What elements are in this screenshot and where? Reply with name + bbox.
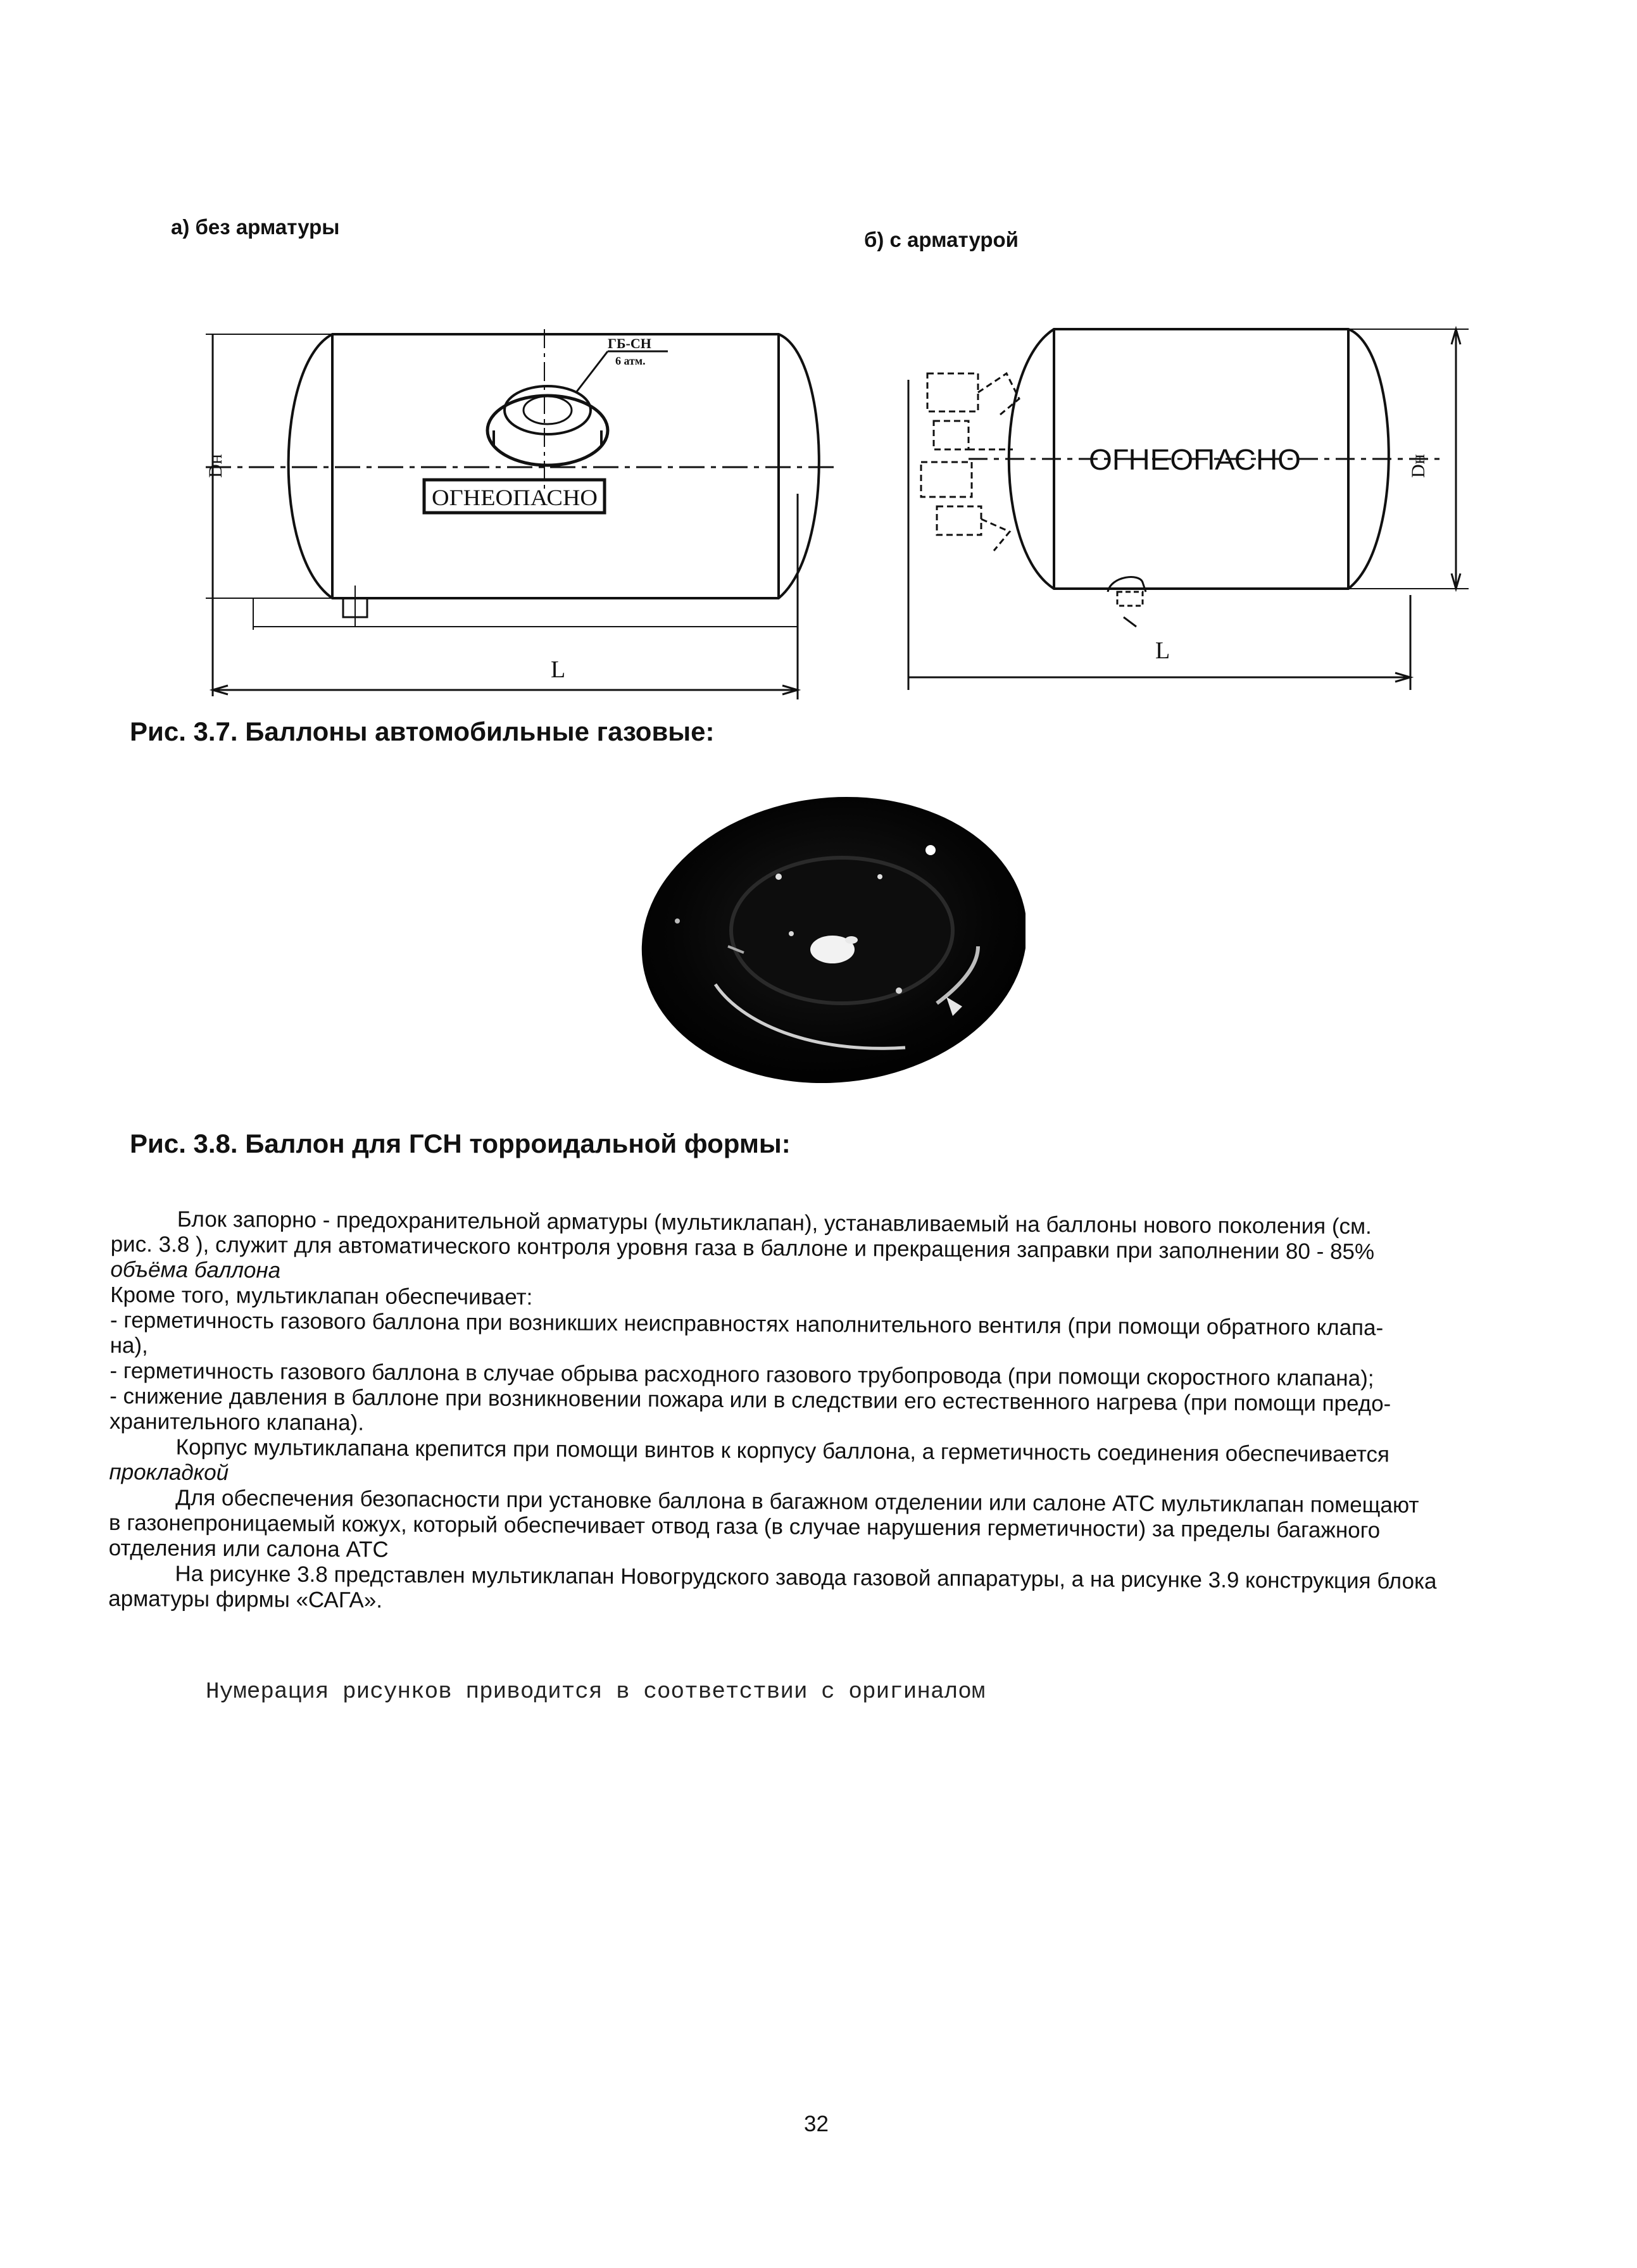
toroidal-cylinder-photo bbox=[633, 794, 1025, 1092]
paragraph-5-line-2: арматуры фирмы «САГА». bbox=[108, 1586, 383, 1613]
paragraph-2-line-4: - герметичность газового баллона в случае обрыва расходного газового трубопровода (при помощи скоростного клапана); bbox=[110, 1358, 1374, 1391]
valve-tag-line1: ГБ-СН bbox=[608, 335, 651, 351]
page-number: 32 bbox=[804, 2112, 829, 2136]
cylinder-drawing-a bbox=[190, 304, 855, 709]
paragraph-2-line-1: Кроме того, мультиклапан обеспечивает: bbox=[110, 1282, 533, 1310]
paragraph-1-line-1: Блок запорно - предохранительной арматуры (мультиклапан), устанавливаемый на баллоны нового поколения (см. bbox=[177, 1206, 1372, 1239]
paragraph-4-line-3: отделения или салона АТС bbox=[108, 1535, 389, 1562]
paragraph-2-line-3: на), bbox=[110, 1332, 148, 1358]
paragraph-2-line-6: хранительного клапана). bbox=[109, 1408, 365, 1436]
figure-3-8-caption: Рис. 3.8. Баллон для ГСН торроидальной формы: bbox=[130, 1129, 791, 1158]
dim-l-b: L bbox=[1155, 637, 1170, 664]
paragraph-2-line-2: - герметичность газового баллона при возникших неисправностях наполнительного вентиля (при помощи обратного клапа- bbox=[110, 1307, 1384, 1341]
valve-tag-line2: 6 атм. bbox=[615, 354, 646, 367]
warning-plate-b-text: ОГНЕОПАСНО bbox=[1089, 443, 1301, 476]
figure-3-7-caption: Рис. 3.7. Баллоны автомобильные газовые: bbox=[130, 717, 715, 746]
paragraph-3-line-1: Корпус мультиклапана крепится при помощи винтов к корпусу баллона, а герметичность соединения обеспечивается bbox=[175, 1434, 1390, 1467]
dim-l-a: L bbox=[551, 656, 566, 683]
paragraph-4-line-1: Для обеспечения безопасности при установке баллона в багажном отделении или салоне АТС мультиклапан помещают bbox=[175, 1485, 1419, 1518]
paragraph-1-line-3: объёма баллона bbox=[110, 1256, 281, 1283]
warning-plate-a-text: ОГНЕОПАСНО bbox=[432, 485, 598, 510]
body-text bbox=[108, 1206, 1529, 1620]
paragraph-5-line-1: На рисунке 3.8 представлен мультиклапан Новогрудского завода газовой аппаратуры, а на рисунке 3.9 конструкция блока bbox=[175, 1561, 1437, 1594]
cylinder-drawing-b bbox=[899, 304, 1469, 709]
dim-d-a: Dн bbox=[205, 454, 226, 478]
paragraph-1-line-2: рис. 3.8 ), служит для автоматического контроля уровня газа в баллоне и прекращения заправки при заполнении 80 - 85% bbox=[110, 1231, 1375, 1265]
paragraph-2-line-5: - снижение давления в баллоне при возникновении пожара или в следствии его естественного нагрева (при помощи предо- bbox=[110, 1383, 1391, 1417]
dim-d-b: Dн bbox=[1408, 454, 1429, 478]
figure-b-label: б) с арматурой bbox=[864, 228, 1019, 251]
numbering-note: Нумерация рисунков приводится в соответствии с оригиналом bbox=[206, 1679, 986, 1705]
paragraph-4-line-2: в газонепроницаемый кожух, который обеспечивает отвод газа (в случае нарушения герметичности) за пределы багажного bbox=[108, 1510, 1381, 1543]
figure-a-label: а) без арматуры bbox=[171, 215, 340, 239]
paragraph-3-line-2: прокладкой bbox=[109, 1459, 229, 1486]
